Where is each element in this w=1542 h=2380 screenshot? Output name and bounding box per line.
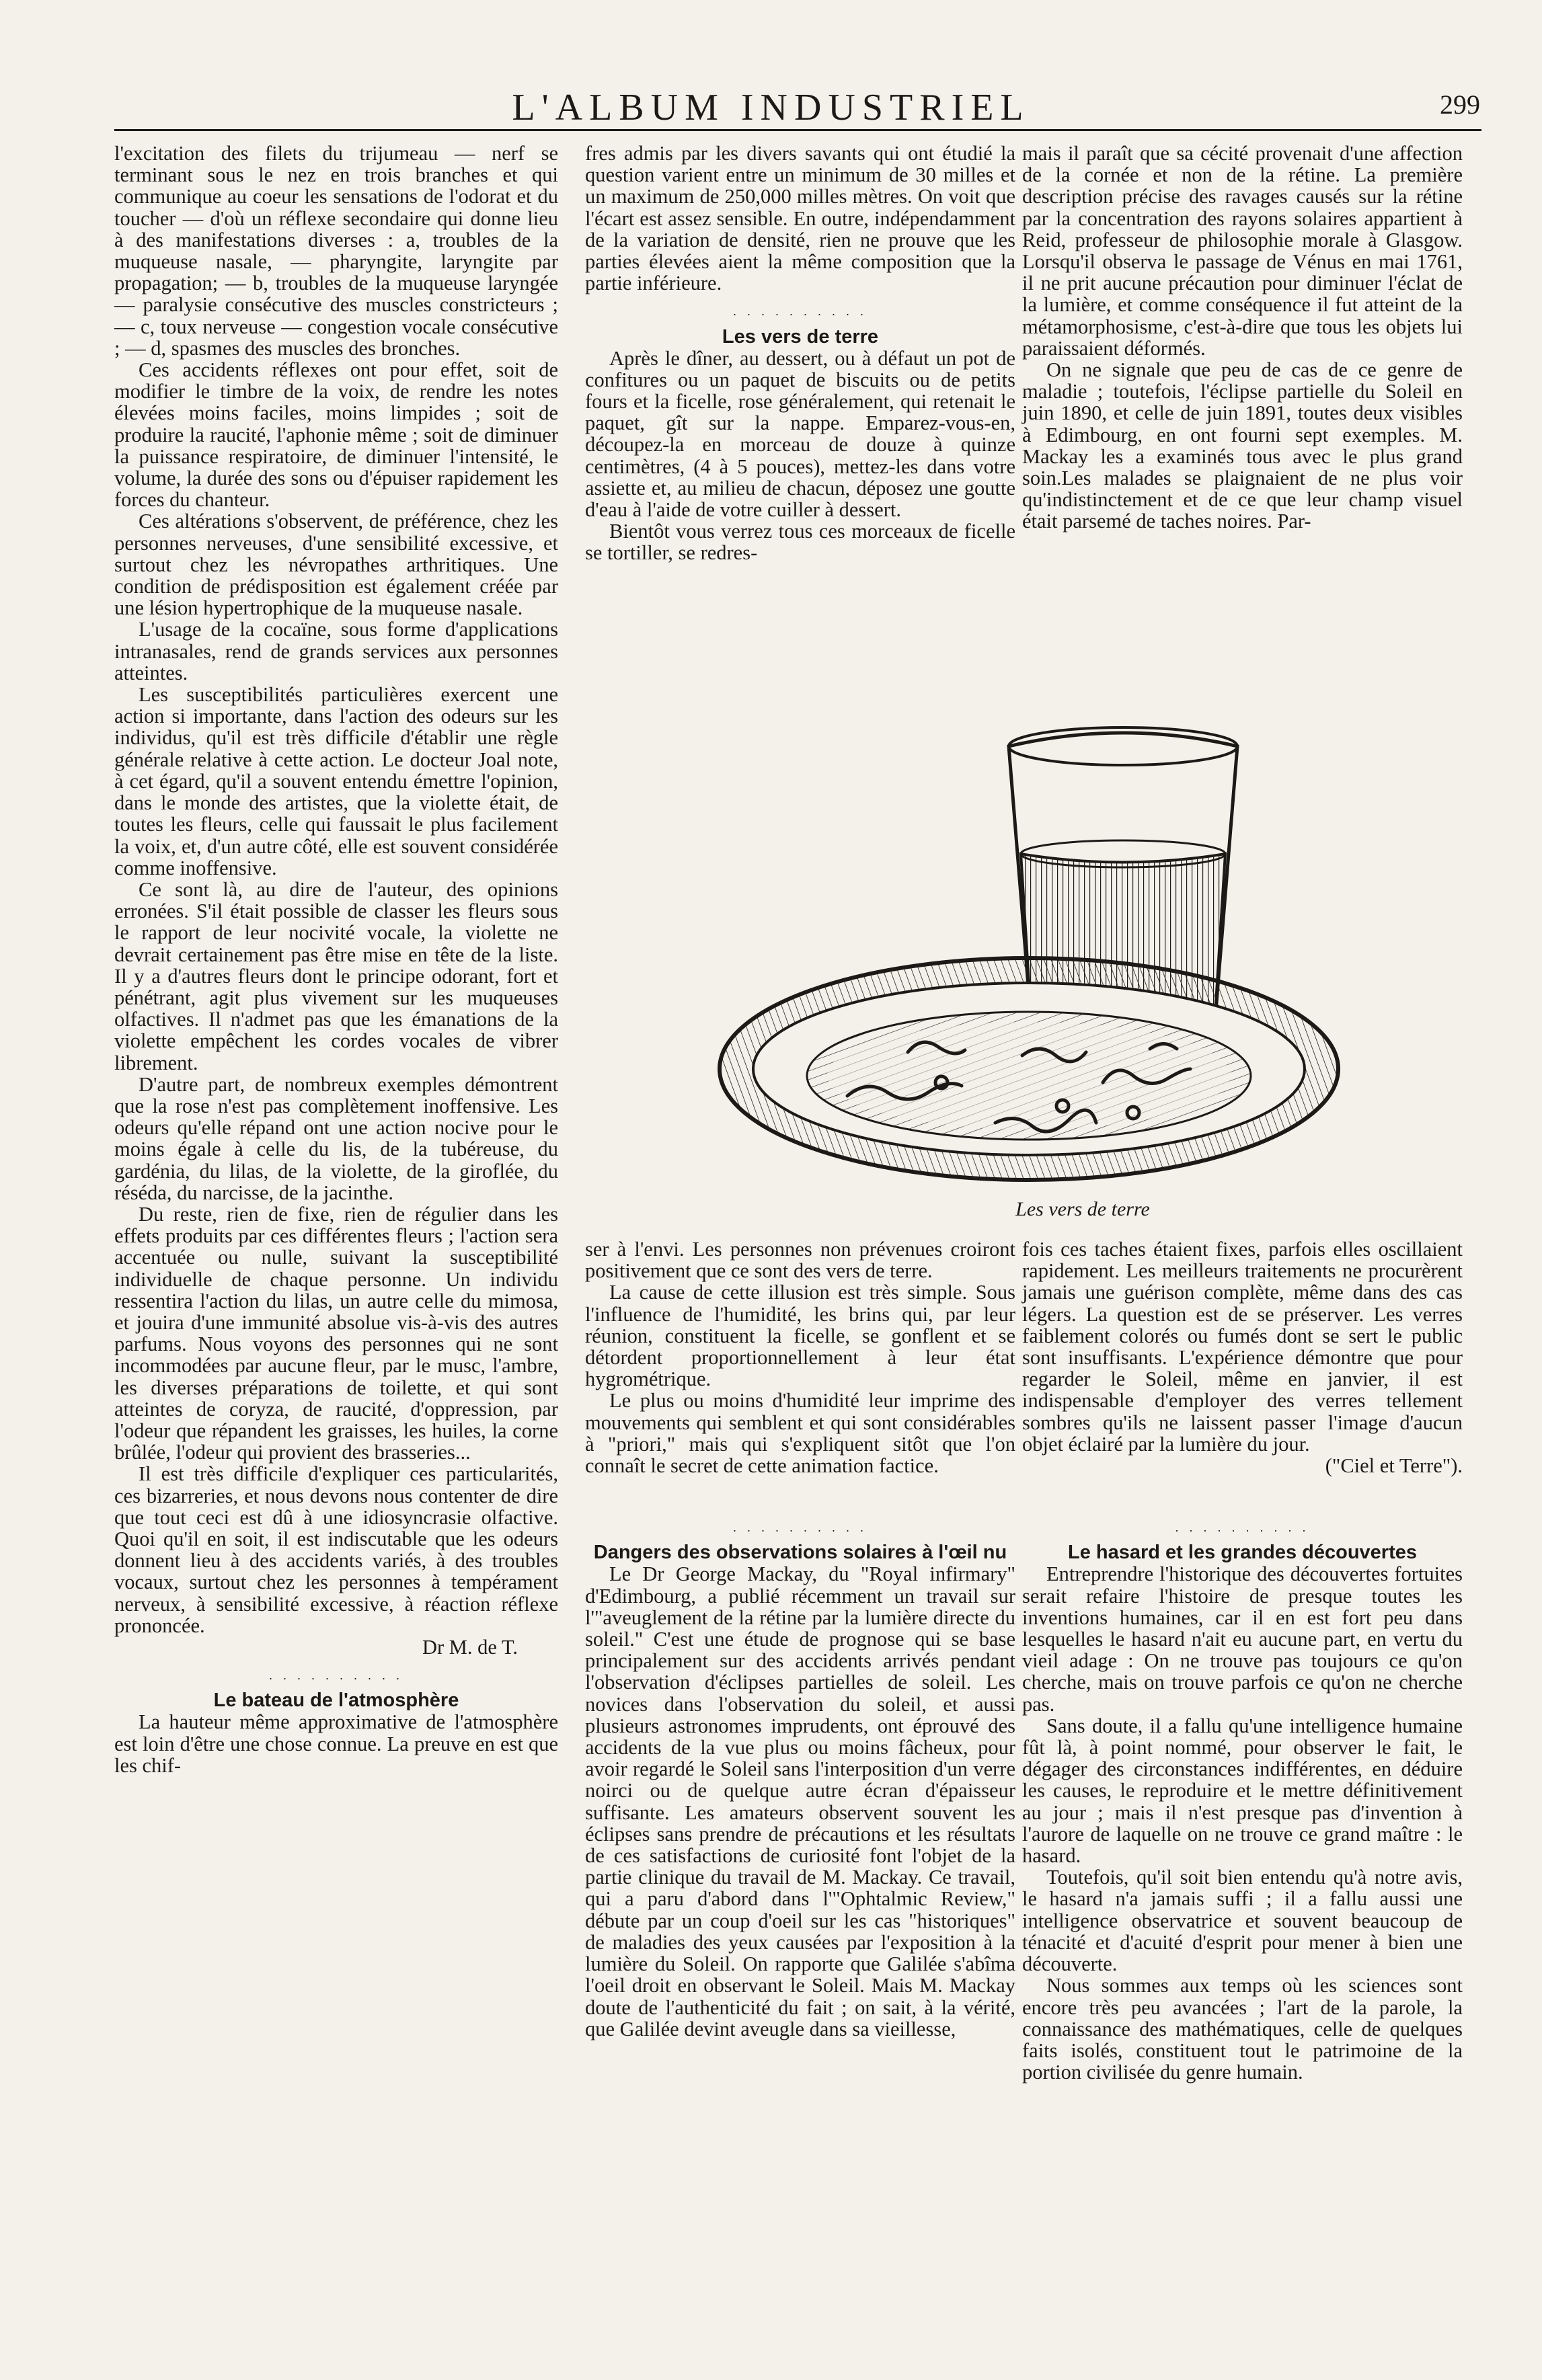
section-heading-vers-de-terre: Les vers de terre [722, 325, 879, 348]
paragraph: Ce sont là, au dire de l'auteur, des opinions erronées. S'il était possible de classer les fleurs sous le rapport de leur nocivité vocale, la violette ne devrait certainement pas être mise en tête de la liste. Il y a d'autres fleurs dont le principe odorant, fort et pénétrant, agit plus vivement sur les muqueuses olfactives. Il n'admet pas que les émanations de la violette empêchent les cordes vocales de vibrer librement. [114, 877, 558, 1074]
column-1 [114, 143, 558, 1776]
article-signature: Dr M. de T. [422, 1636, 518, 1659]
paragraph: l'excitation des filets du trijumeau — nerf se terminant sous le nez en trois branches et qui communique au coeur les sensations de l'odorat et du toucher — d'où un réflexe secondaire qui donne lieu à des manifestations diverses : a, troubles de la muqueuse nasale, — pharyngite, laryngite par propagation; — b, troubles de la muqueuse laryngée — paralysie consécutive des muscles constricteurs ; — c, toux nerveuse — congestion vocale consécutive ; — d, spasmes des muscles des bronches. [114, 142, 558, 360]
section-heading-hasard: Le hasard et les grandes découvertes [1068, 1542, 1417, 1564]
paragraph: Sans doute, il a fallu qu'une intelligence humaine fût là, à point nommé, pour observer le fait, le dégager des circonstances indifférentes, en déduire les causes, le reproduire et le mettre définitivement au jour ; mais il n'est presque pas d'invention à l'aurore de laquelle on ne trouve ce grand maître : le hasard. [1022, 1714, 1463, 1868]
section-heading-atmosphere: Le bateau de l'atmosphère [213, 1690, 459, 1712]
paragraph: On ne signale que peu de cas de ce genre de maladie ; toutefois, l'éclipse partielle du Soleil en juin 1890, et celle de juin 1891, toutes deux visibles à Edimbourg, en ont fourni sept exemples. M. Mackay les a examinés tous avec le plus grand soin.Les malades se plaignaient de ne plus voir qu'indistinctement et de ce que leur champ visuel était parsemé de taches noires. Par- [1022, 358, 1463, 533]
column-3-top [1022, 143, 1463, 532]
column-3-bottom [1022, 1238, 1463, 2083]
illustration-glass-and-plate [713, 719, 1453, 1190]
paragraph: La cause de cette illusion est très simple. Sous l'influence de l'humidité, les brins qui, par leur réunion, constituent la ficelle, se gonflent et se détordent proportionnellement à leur état hygrométrique. [585, 1281, 1015, 1391]
paragraph: Il est très difficile d'expliquer ces particularités, ces bizarreries, et nous devons nous contenter de dire que tout ceci est dû à une idiosyncrasie olfactive. Quoi qu'il en soit, il est indiscutable que les odeurs donnent lieu à des accidents variés, à des troubles vocaux, surtout chez les personnes à tempérament nerveux, à sensibilité excessive, à réaction réflexe prononcée. [114, 1462, 558, 1637]
paragraph: Du reste, rien de fixe, rien de régulier dans les effets produits par ces différentes fleurs ; l'action sera accentuée ou nulle, suivant la susceptibilité individuelle de chaque personne. Un individu ressentira l'action du lilas, un autre celle du mimosa, et jouira d'une immunité absolue vis-à-vis des autres parfums. Nous voyons des personnes qui ne sont incommodées par aucune fleur, par le musc, l'ambre, les diverses préparations de toilette, et qui sont atteintes de coryza, de raucité, d'oppression, par l'odeur que répandent les graisses, les huiles, la corne brûlée, l'odeur qui provient des brasseries... [114, 1202, 558, 1464]
paragraph: Après le dîner, au dessert, ou à défaut un pot de confitures ou un paquet de biscuits ou de petits fours et la ficelle, rose généralement, qui retenait le paquet, gît sur la nappe. Emparez-vous-en, découpez-la en morceau de douze à quinze centimètres, (4 à 5 pouces), mettez-les dans votre assiette et, au milieu de chacun, déposez une goutte d'eau à l'aide de votre cuiller à dessert. [585, 346, 1015, 522]
paragraph: mais il paraît que sa cécité provenait d'une affection de la cornée et non de la rétine. La première description précise des ravages causés sur la rétine par la concentration des rayons solaires appartient à Reid, professeur de philosophie morale à Glasgow. Lorsqu'il observa le passage de Vénus en mai 1761, il ne prit aucune précaution pour diminuer l'éclat de la lumière, et comme conséquence il fut atteint de la métamorphosisme, c'est-à-dire que tous les objets lui paraissaient déformés. [1022, 142, 1463, 360]
paragraph: Bientôt vous verrez tous ces morceaux de ficelle se tortiller, se redres- [585, 520, 1015, 565]
plate-icon [720, 958, 1338, 1180]
paragraph: D'autre part, de nombreux exemples démontrent que la rose n'est pas complètement inoffensive. Les odeurs qu'elle répand ont une action nocive pour le moins égale à celle du lis, de la tubéreuse, du gardénia, du lilas, de la violette, de la giroflée, du réséda, du narcisse, de la jacinthe. [114, 1072, 558, 1204]
source-credit: ("Ciel et Terre"). [1325, 1454, 1463, 1478]
paragraph: fois ces taches étaient fixes, parfois elles oscillaient rapidement. Les meilleurs traitements ne procurèrent jamais une guérison complète, même dans des cas légers. La question est de se préserver. Les verres faiblement colorés ou fumés dont se sert le public sont insuffisants. L'expérience démontre que pour regarder le Soleil, même en janvier, il est indispensable d'employer des verres tellement sombres qu'ils ne laissent passer l'image d'aucun objet éclairé par la lumière du jour. [1022, 1238, 1463, 1456]
page-title: L'ALBUM INDUSTRIEL [512, 87, 1030, 128]
section-separator: . . . . . . . . . . [733, 1521, 868, 1535]
paragraph: Toutefois, qu'il soit bien entendu qu'à notre avis, le hasard n'a jamais suffi ; il a fallu aussi une intelligence observatrice et souvent beaucoup de ténacité et d'acuité d'esprit pour mener à bien une découverte. [1022, 1866, 1463, 1976]
paragraph: Le plus ou moins d'humidité leur imprime des mouvements qui semblent et qui sont considérables à "priori," mais qui s'expliquent sitôt que l'on connaît le secret de cette animation factice. [585, 1389, 1015, 1478]
paragraph: Le Dr George Mackay, du "Royal infirmary" d'Edimbourg, a publié récemment un travail sur l'"aveuglement de la rétine par la lumière directe du soleil." C'est une étude de prognose qui se base principalement sur des accidents arrivés pendant l'observation d'éclipses partielles de soleil. Les novices dans l'observation du soleil, et aussi plusieurs astronomes imprudents, ont éprouvé des accidents de la vue plus ou moins fâcheux, pour avoir regardé le Soleil sans l'interposition d'un verre noirci ou de quelque autre écran d'épaisseur suffisante. Les amateurs observent souvent les éclipses sans prendre de précautions et les résultats de ces satisfactions de curiosité font l'objet de la partie clinique du travail de M. Mackay. Ce travail, qui a paru d'abord dans l'"Ophtalmic Review," débute par un coup d'oeil sur les cas "historiques" de maladies des yeux causées par l'exposition à la lumière du Soleil. On rapporte que Galilée s'abîma l'oeil droit en observant le Soleil. Mais M. Mackay doute de l'authenticité du fait ; on sait, à la vérité, que Galilée devint aveugle dans sa vieillesse, [585, 1562, 1015, 2040]
header-rule [114, 129, 1481, 131]
paragraph: Entreprendre l'historique des découvertes fortuites serait refaire l'histoire de presque toutes les inventions humaines, car il en est fort peu dans lesquelles le hasard n'ait eu aucune part, en vertu du vieil adage : On ne trouve pas toujours ce qu'on cherche, mais on trouve parfois ce qu'on ne cherche pas. [1022, 1562, 1463, 1716]
paragraph: Nous sommes aux temps où les sciences sont encore très peu avancées ; l'art de la parole, la connaissance des mathématiques, celle de quelques faits isolés, constituent tout le patrimoine de la portion civilisée du genre humain. [1022, 1974, 1463, 2084]
paragraph: Les susceptibilités particulières exercent une action si importante, dans l'action des odeurs sur les individus, qu'il est très difficile d'établir une règle générale relative à cette action. Le docteur Joal note, à cet égard, qu'il a souvent entendu émettre l'opinion, dans le monde des artistes, que la violette était, de toutes les fleurs, celle qui faussait le plus facilement la voix, et, d'un autre côté, elle est souvent considérée comme inoffensive. [114, 683, 558, 879]
paragraph: L'usage de la cocaïne, sous forme d'applications intranasales, rend de grands services aux personnes atteintes. [114, 618, 558, 684]
paragraph: ser à l'envi. Les personnes non prévenues croiront positivement que ce sont des vers de terre. [585, 1238, 1015, 1283]
illustration-caption: Les vers de terre [1015, 1198, 1150, 1220]
paragraph: La hauteur même approximative de l'atmosphère est loin d'être une chose connue. La preuve en est que les chif- [114, 1710, 558, 1777]
section-separator: . . . . . . . . . . [1175, 1521, 1310, 1535]
paragraph: Ces altérations s'observent, de préférence, chez les personnes nerveuses, d'une sensibilité excessive, et surtout chez les névropathes arthritiques. Une condition de prédisposition est également créée par une lésion hypertrophique de la muqueuse nasale. [114, 510, 558, 620]
section-separator: . . . . . . . . . . [269, 1669, 403, 1683]
paragraph: fres admis par les divers savants qui ont étudié la question varient entre un minimum de 30 milles et un maximum de 250,000 milles mètres. On voit que l'écart est assez sensible. En outre, indépendamment de la variation de densité, rien ne prouve que les parties élevées aient la même composition que la partie inférieure. [585, 142, 1015, 295]
paragraph: Ces accidents réflexes ont pour effet, soit de modifier le timbre de la voix, de rendre les notes élevées moins faciles, moins limpides ; soit de produire la raucité, l'aphonie même ; soit de diminuer la puissance respiratoire, de diminuer l'intensité, le volume, la durée des sons ou d'épuiser rapidement les forces du chanteur. [114, 358, 558, 512]
column-2-bottom [585, 1238, 1015, 2040]
section-heading-dangers: Dangers des observations solaires à l'œil nu [593, 1542, 1007, 1564]
column-2-top [585, 143, 1015, 564]
page-number: 299 [1440, 89, 1480, 120]
section-separator: . . . . . . . . . . [733, 305, 868, 319]
